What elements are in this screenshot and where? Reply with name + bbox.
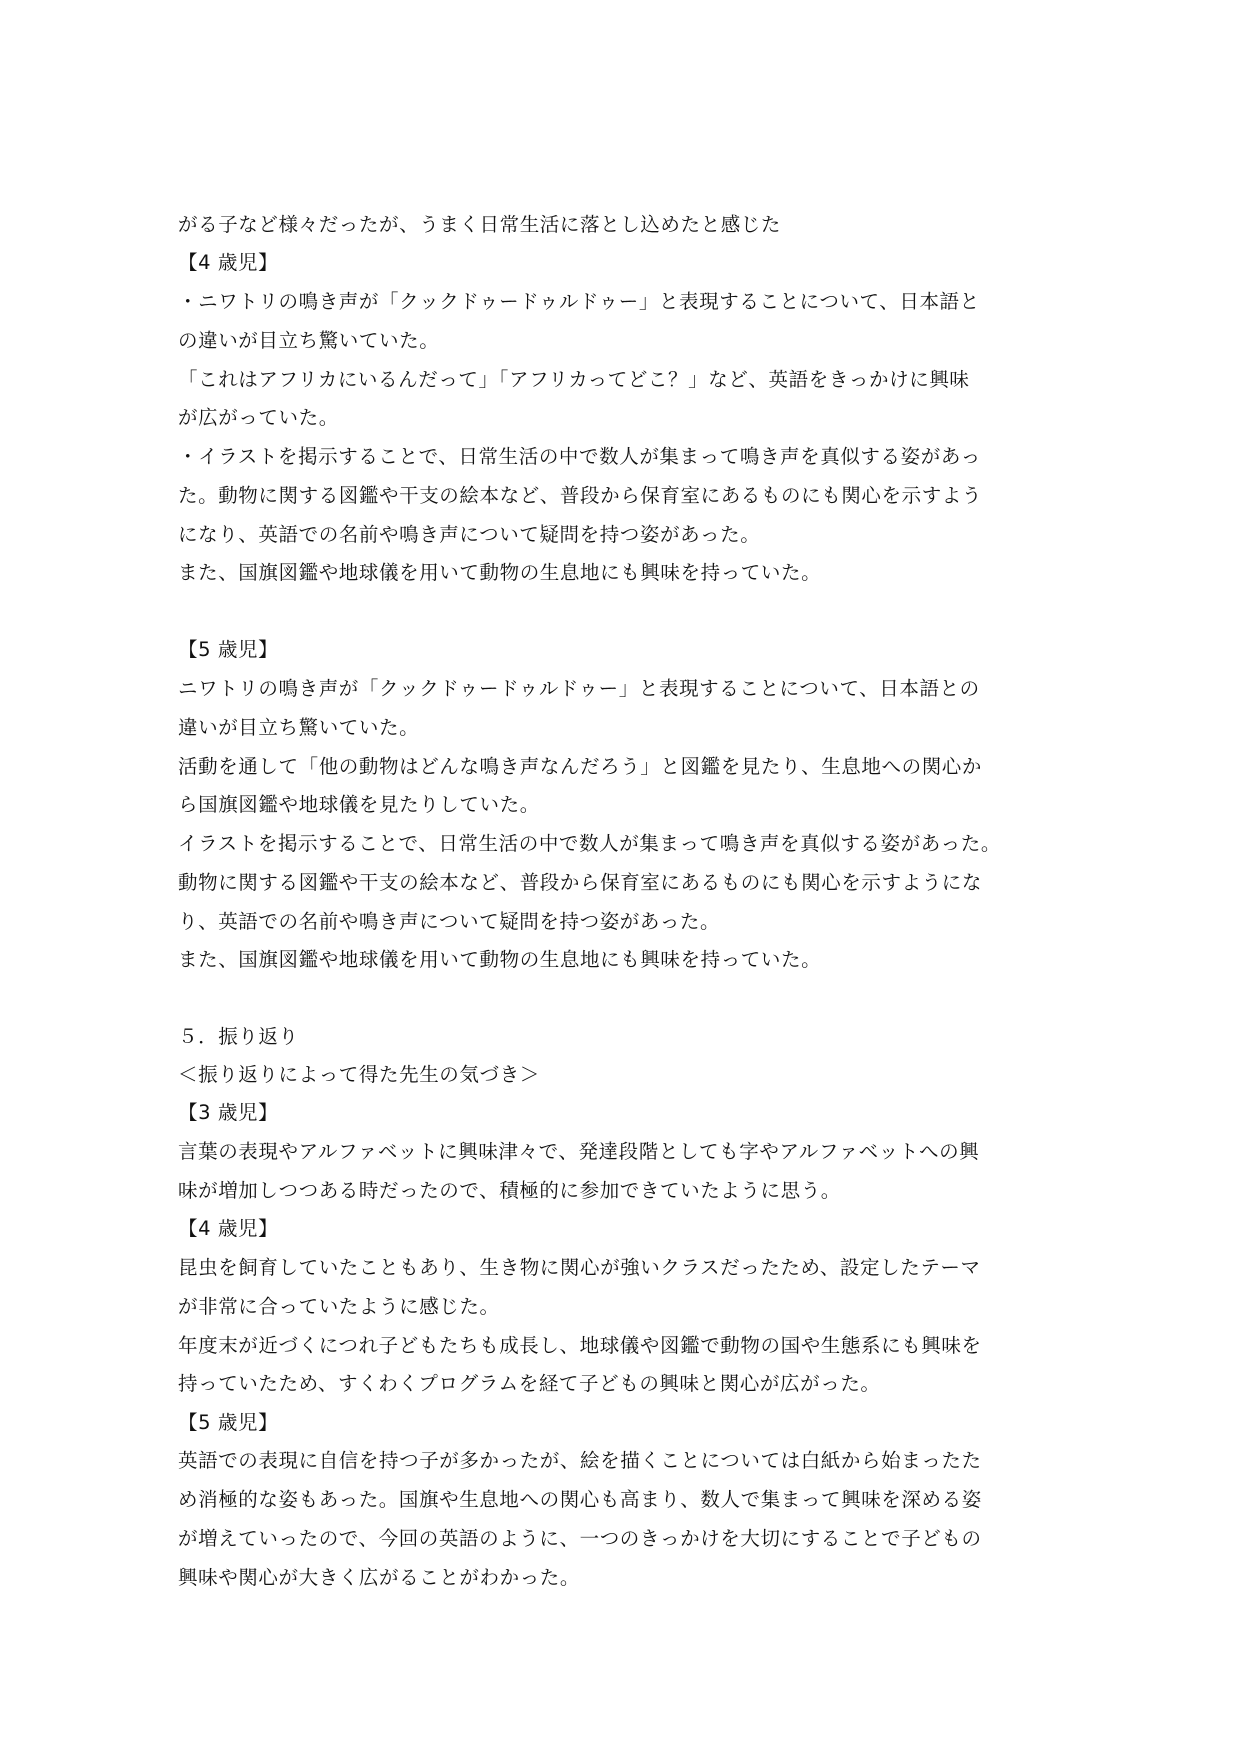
- age4-observation-line: ・ニワトリの鳴き声が「クックドゥードゥルドゥー」と表現することについて、日本語と: [178, 290, 980, 313]
- age4-reflection-heading: 【4 歳児】: [178, 1217, 279, 1240]
- age4-reflection-line: が非常に合っていたように感じた。: [178, 1295, 500, 1318]
- age5-observation-line: 動物に関する図鑑や干支の絵本など、普段から保育室にあるものにも関心を示すようにな: [178, 871, 983, 894]
- age5-reflection-line: 興味や関心が大きく広がることがわかった。: [178, 1566, 581, 1589]
- age5-reflection-heading: 【5 歳児】: [178, 1411, 279, 1434]
- age5-observation-line: ニワトリの鳴き声が「クックドゥードゥルドゥー」と表現することについて、日本語との: [178, 677, 980, 700]
- age4-observation-line: が広がっていた。: [178, 406, 339, 429]
- age4-observation-line: の違いが目立ち驚いていた。: [178, 329, 440, 352]
- age4-reflection-line: 年度末が近づくにつれ子どもたちも成長し、地球儀や図鑑で動物の国や生態系にも興味を: [178, 1334, 982, 1357]
- age4-observation-line: になり、英語での名前や鳴き声について疑問を持つ姿があった。: [178, 523, 761, 546]
- age5-observation-line: 活動を通して「他の動物はどんな鳴き声なんだろう」と図鑑を見たり、生息地への関心か: [178, 755, 983, 778]
- age5-reflection-line: が増えていったので、今回の英語のように、一つのきっかけを大切にすることで子どもの: [178, 1527, 982, 1550]
- age5-observation-line: また、国旗図鑑や地球儀を用いて動物の生息地にも興味を持っていた。: [178, 948, 822, 971]
- age5-observation-heading: 【5 歳児】: [178, 638, 279, 661]
- age5-observation-line: 違いが目立ち驚いていた。: [178, 716, 420, 739]
- age4-observation-line: 「これはアフリカにいるんだって」「アフリカってどこ？」など、英語をきっかけに興味: [178, 368, 970, 391]
- age5-observation-line: イラストを掲示することで、日常生活の中で数人が集まって鳴き声を真似する姿があった。: [178, 832, 1001, 855]
- age4-reflection-line: 持っていたため、すくわくプログラムを経て子どもの興味と関心が広がった。: [178, 1372, 881, 1395]
- age5-observation-line: り、英語での名前や鳴き声について疑問を持つ姿があった。: [178, 910, 721, 933]
- intro-tail-text: がる子など様々だったが、うまく日常生活に落とし込めたと感じた: [178, 213, 782, 236]
- section-subtitle: ＜振り返りによって得た先生の気づき＞: [178, 1063, 540, 1086]
- age4-observation-line: た。動物に関する図鑑や干支の絵本など、普段から保育室にあるものにも関心を示すよう: [178, 484, 983, 507]
- age5-reflection-line: め消極的な姿もあった。国旗や生息地への関心も高まり、数人で集まって興味を深める姿: [178, 1488, 982, 1511]
- age4-reflection-line: 昆虫を飼育していたこともあり、生き物に関心が強いクラスだったため、設定したテーマ: [178, 1256, 981, 1279]
- section-title: ５．振り返り: [178, 1025, 299, 1048]
- age3-reflection-line: 言葉の表現やアルファベットに興味津々で、発達段階としても字やアルファベットへの興: [178, 1140, 980, 1163]
- age4-observation-line: また、国旗図鑑や地球儀を用いて動物の生息地にも興味を持っていた。: [178, 561, 822, 584]
- age3-reflection-heading: 【3 歳児】: [178, 1101, 279, 1124]
- age5-reflection-line: 英語での表現に自信を持つ子が多かったが、絵を描くことについては白紙から始まったた: [178, 1449, 982, 1472]
- age4-observation-heading: 【4 歳児】: [178, 251, 279, 274]
- age3-reflection-line: 味が増加しつつある時だったので、積極的に参加できていたように思う。: [178, 1179, 841, 1202]
- age4-observation-line: ・イラストを掲示することで、日常生活の中で数人が集まって鳴き声を真似する姿があっ: [178, 445, 981, 468]
- age5-observation-line: ら国旗図鑑や地球儀を見たりしていた。: [178, 793, 540, 816]
